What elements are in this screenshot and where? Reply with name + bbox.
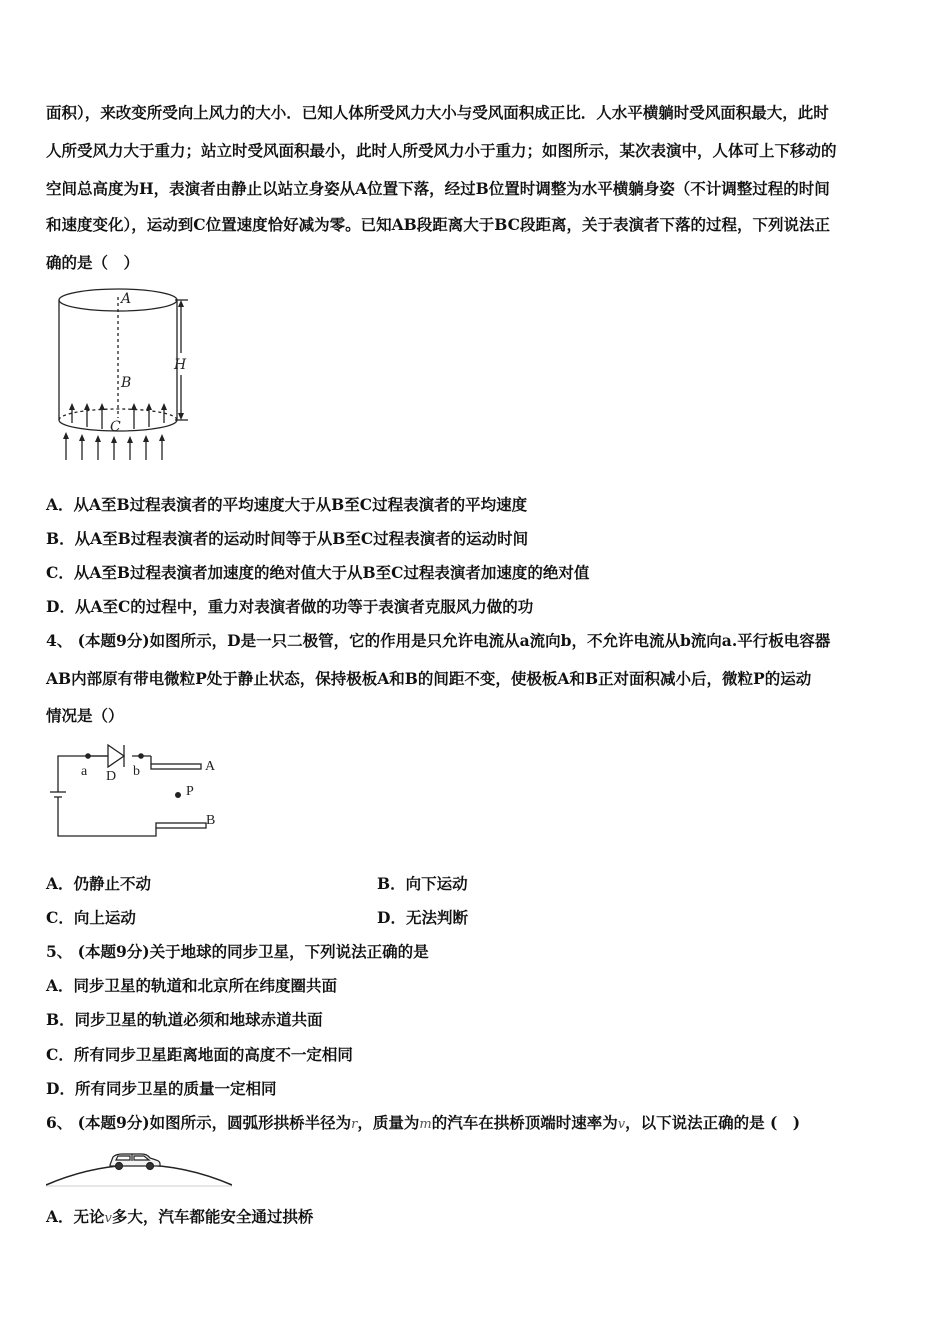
- q3-option-a[interactable]: A．从A至B过程表演者的平均速度大于从B至C过程表演者的平均速度: [46, 495, 528, 514]
- q3-line-3: 空间总高度为H，表演者由静止以站立身姿从A位置下落，经过B位置时调整为水平横躺身姿（不计调整过程的时间: [46, 179, 830, 198]
- q6-var-r: r: [351, 1117, 358, 1132]
- car-icon: [110, 1154, 160, 1170]
- q4-option-c[interactable]: C．向上运动: [46, 908, 136, 927]
- q6-stem: [46, 1113, 800, 1135]
- q5-option-a[interactable]: A．同步卫星的轨道和北京所在纬度圈共面: [46, 976, 338, 995]
- label-plate-a: A: [205, 759, 216, 774]
- q4-option-b[interactable]: B．向下运动: [377, 874, 468, 893]
- q3-option-c[interactable]: C．从A至B过程表演者加速度的绝对值大于从B至C过程表演者加速度的绝对值: [46, 563, 590, 582]
- q6-stem-part-3: 的汽车在拱桥顶端时速率为: [431, 1113, 618, 1132]
- q3-option-d[interactable]: D．从A至C的过程中，重力对表演者做的功等于表演者克服风力做的功: [46, 597, 534, 616]
- label-plate-b: B: [206, 813, 216, 828]
- q4-line-1: 4、 (本题9分)如图所示，D是一只二极管，它的作用是只允许电流从a流向b，不允许电流从b流向a.平行板电容器: [46, 631, 831, 650]
- bridge-arch: [46, 1165, 232, 1185]
- q6-option-a-part-2: 多大，汽车都能安全通过拱桥: [111, 1207, 314, 1226]
- q6-option-a-part-1: A．无论: [46, 1207, 105, 1226]
- node-b: [138, 753, 144, 759]
- label-p: P: [186, 784, 194, 799]
- plate-b: [156, 823, 206, 828]
- q6-var-m: m: [419, 1117, 432, 1132]
- q6-option-a[interactable]: [46, 1207, 313, 1229]
- q6-stem-part-2: ，质量为: [357, 1113, 420, 1132]
- q6-stem-part-1: 6、 (本题9分)如图所示，圆弧形拱桥半径为: [46, 1113, 352, 1132]
- q4-line-3: 情况是（）: [46, 706, 124, 725]
- q5-option-c[interactable]: C．所有同步卫星距离地面的高度不一定相同: [46, 1045, 353, 1064]
- label-b: b: [133, 764, 140, 779]
- q6-stem-part-4: ，以下说法正确的是 ( ): [625, 1113, 801, 1132]
- q5-option-b[interactable]: B．同步卫星的轨道必须和地球赤道共面: [46, 1010, 323, 1029]
- point-c-label: C: [110, 419, 121, 435]
- q4-line-2: AB内部原有带电微粒P处于静止状态，保持极板A和B的间距不变，使极板A和B正对面积减小后，微粒P的运动: [46, 669, 812, 688]
- diode-circuit-figure: [48, 740, 228, 842]
- q3-line-1: 面积），来改变所受向上风力的大小．已知人体所受风力大小与受风面积成正比．人水平横躺时受风面积最大，此时: [46, 103, 829, 122]
- height-h-label: H: [174, 357, 187, 373]
- q5-stem: 5、 (本题9分)关于地球的同步卫星，下列说法正确的是: [46, 942, 429, 961]
- wind-tunnel-figure: [52, 283, 202, 465]
- plate-a: [151, 764, 201, 769]
- arch-bridge-figure: [46, 1143, 232, 1187]
- q3-line-5: 确的是（ ）: [46, 253, 140, 272]
- point-a-label: A: [121, 291, 132, 307]
- point-b-label: B: [121, 375, 132, 391]
- q3-line-4: 和速度变化），运动到C位置速度恰好减为零。已知AB段距离大于BC段距离，关于表演者下落的过程，下列说法正: [46, 215, 830, 234]
- q4-option-d[interactable]: D．无法判断: [377, 908, 468, 927]
- q6-var-v: v: [617, 1117, 626, 1132]
- diode-triangle: [108, 745, 124, 767]
- wire-bottom: [58, 797, 156, 836]
- q3-line-2: 人所受风力大于重力；站立时受风面积最小，此时人所受风力小于重力；如图所示，某次表演中，人体可上下移动的: [46, 141, 837, 160]
- q6-option-a-var-v: v: [104, 1211, 112, 1226]
- label-d: D: [106, 769, 117, 784]
- particle-p: [175, 792, 181, 798]
- q5-option-d[interactable]: D．所有同步卫星的质量一定相同: [46, 1079, 277, 1098]
- node-a: [85, 753, 91, 759]
- q3-option-b[interactable]: B．从A至B过程表演者的运动时间等于从B至C过程表演者的运动时间: [46, 529, 529, 548]
- q4-option-a[interactable]: A．仍静止不动: [46, 874, 152, 893]
- label-a: a: [81, 764, 88, 779]
